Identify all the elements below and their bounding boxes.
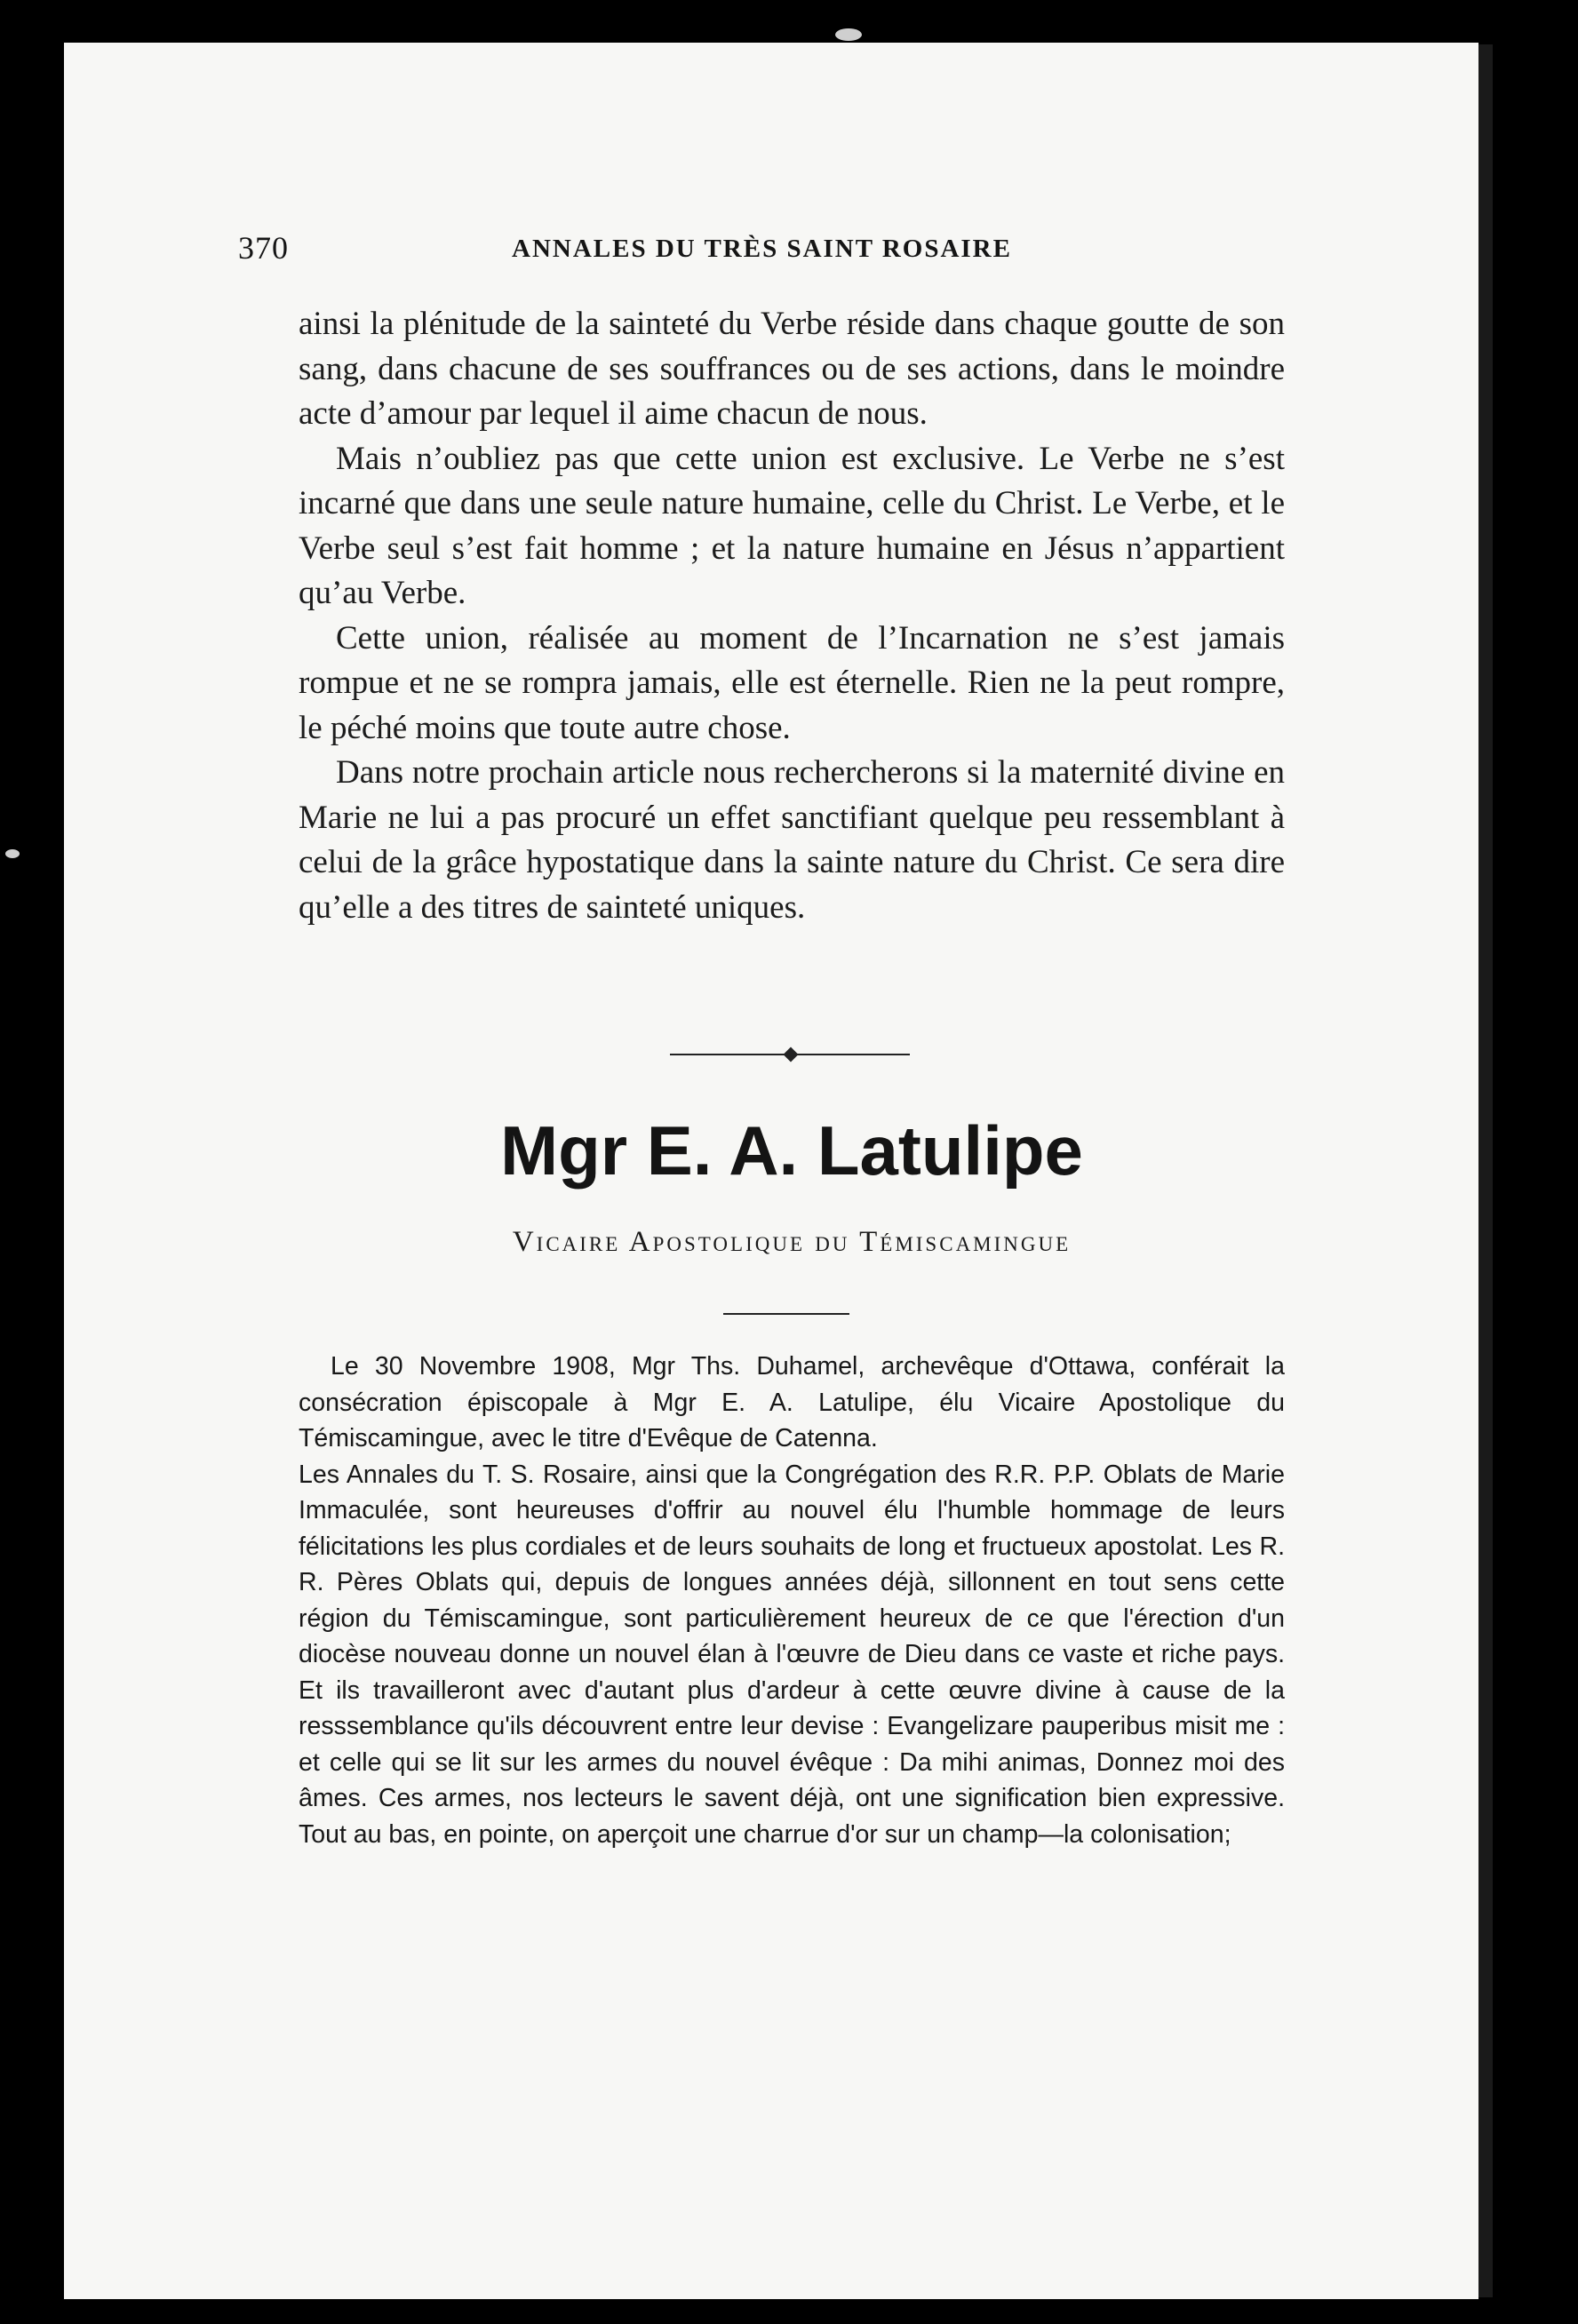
body-text (299, 302, 1285, 930)
body-paragraph: Dans notre prochain article nous rechercherons si la maternité divine en Marie ne lui a pas procuré un effet sanctifiant quelque peu ressemblant à celui de la grâce hypostatique dans la sainte nature du Christ. Ce sera dire qu’elle a des titres de sainteté uniques. (299, 754, 1285, 926)
running-title: ANNALES DU TRÈS SAINT ROSAIRE (512, 235, 1012, 263)
scan-speck (5, 849, 20, 858)
body-paragraph: Mais n’oubliez pas que cette union est exclusive. Le Verbe ne s’est incarné que dans une seule nature humaine, celle du Christ. Le Verbe, et le Verbe seul s’est fait homme ; et la nature humaine en Jésus n’appartient qu’au Verbe. (299, 440, 1285, 611)
notice-paragraph: Le 30 Novembre 1908, Mgr Ths. Duhamel, archevêque d'Ottawa, conférait la consécration épiscopale à Mgr E. A. Latulipe, élu Vicaire Apostolique du Témiscamingue, avec le titre d'Evêque de Catenna. (299, 1352, 1285, 1452)
title-rule (723, 1313, 849, 1315)
notice-text (299, 1349, 1285, 1852)
page-header (238, 229, 1292, 274)
scan-speck (835, 28, 862, 41)
page-number: 370 (238, 230, 289, 266)
article-title: Mgr E. A. Latulipe (500, 1111, 1083, 1190)
page-edge-shadow (1478, 44, 1493, 2297)
adjacent-page-strip (1493, 36, 1578, 2310)
body-paragraph: Cette union, réalisée au moment de l’Incarnation ne s’est jamais rompue et ne se rompra jamais, elle est éternelle. Rien ne la peut rompre, le péché moins que toute autre chose. (299, 619, 1285, 746)
body-paragraph: ainsi la plénitude de la sainteté du Verbe réside dans chaque goutte de son sang, dans chacune de ses souffrances ou de ses actions, dans le moindre acte d’amour par lequel il aime chacun de nous. (299, 306, 1285, 432)
notice-paragraph: Les Annales du T. S. Rosaire, ainsi que la Congrégation des R.R. P.P. Oblats de Marie Immaculée, sont heureuses d'offrir au nouvel élu l'humble hommage de leurs félicitations les plus cordiales et de leurs souhaits de long et fructueux apostolat. Les R. R. Pères Oblats qui, depuis de longues années déjà, sillonnent en tout sens cette région du Témiscamingue, sont particulièrement heureux de ce que l'érection d'un diocèse nouveau donne un nouvel élan à l'œuvre de Dieu dans ce vaste et riche pays. Et ils travailleront avec d'autant plus d'ardeur à cette œuvre divine à cause de la resssemblance qu'ils découvrent entre leur devise : Evangelizare pauperibus misit me : et celle qui se lit sur les armes du nouvel évêque : Da mihi animas, Donnez moi des âmes. Ces armes, nos lecteurs le savent déjà, ont une signification bien expressive. Tout au bas, en pointe, on aperçoit une charrue d'or sur un champ—la colonisation; (299, 1460, 1285, 1849)
article-subtitle: Vicaire Apostolique du Témiscamingue (512, 1226, 1072, 1258)
